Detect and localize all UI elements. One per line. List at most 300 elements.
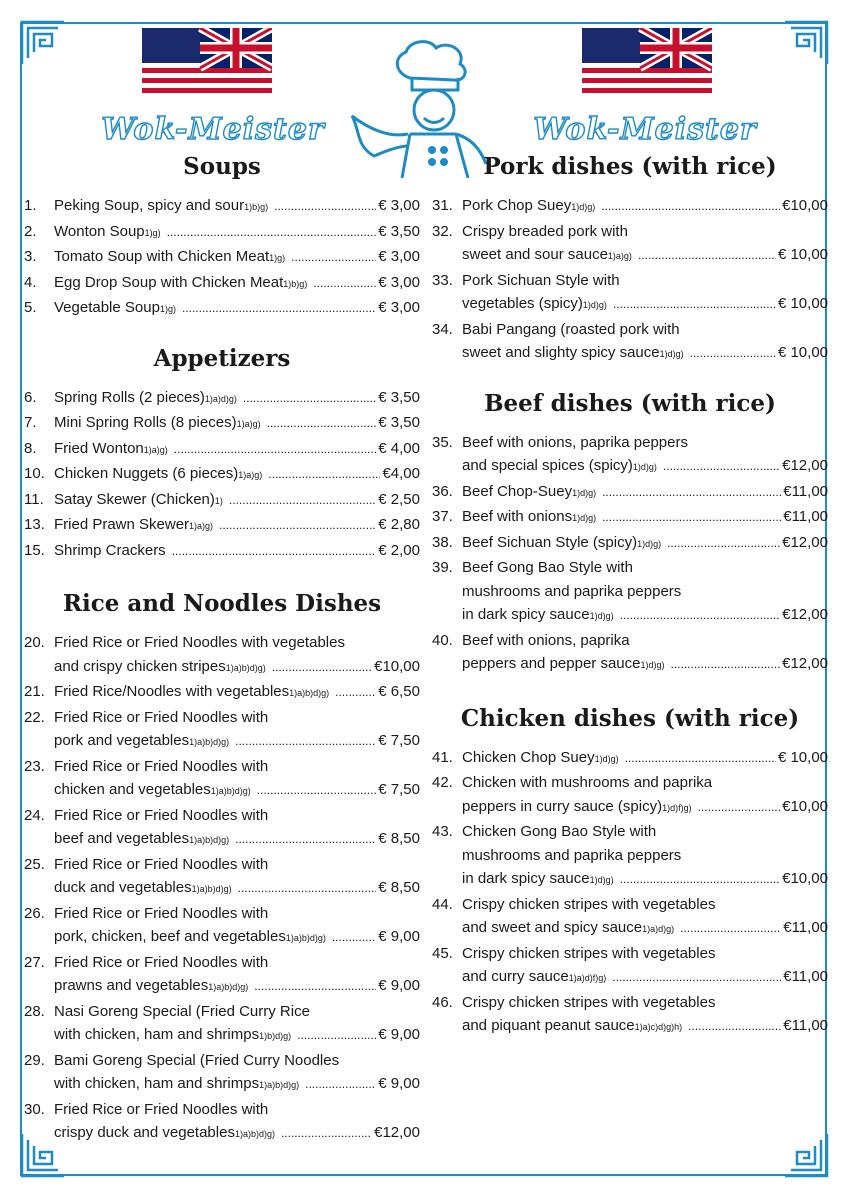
menu-item [24, 488, 420, 514]
title-spacer [432, 736, 828, 746]
item-line [462, 269, 828, 293]
item-price: € 3,00 [378, 248, 420, 265]
item-body [54, 1098, 420, 1147]
item-name: Peking Soup, spicy and sour [54, 197, 245, 214]
item-body [54, 1000, 420, 1049]
item-line [462, 771, 828, 795]
allergen-codes: 1)d)g) [572, 513, 597, 523]
item-name: mushrooms and paprika peppers [462, 846, 682, 864]
item-body [54, 271, 420, 297]
dot-leader [229, 488, 376, 513]
allergen-codes: 1)b)g) [244, 202, 269, 212]
item-body [462, 480, 828, 506]
item-line [54, 876, 420, 902]
item-number: 37. [432, 508, 453, 525]
item-name: Fried Wonton [54, 439, 144, 457]
item-number: 38. [432, 533, 453, 551]
item-number: 21. [24, 683, 45, 700]
menu-item [432, 431, 828, 480]
item-body [54, 296, 420, 322]
item-line [54, 271, 420, 297]
dot-leader [671, 652, 781, 677]
item-name: Crispy breaded pork with [462, 222, 628, 240]
menu-section [432, 387, 828, 678]
item-name: peppers and pepper sauce [462, 655, 641, 672]
item-number: 40. [432, 631, 453, 649]
dot-leader [274, 194, 376, 219]
menu-section [432, 150, 828, 367]
allergen-codes: 1)d)g) [582, 300, 607, 310]
allergen-codes: 1)a)d)g) [204, 393, 237, 404]
item-line [54, 655, 420, 681]
menu-column-left [24, 150, 420, 1147]
menu-item [24, 539, 420, 564]
menu-list [24, 631, 420, 1147]
item-line [462, 820, 828, 844]
item-price: € 9,00 [378, 1075, 420, 1092]
item-line [462, 480, 828, 506]
item-price: €12,00 [782, 655, 828, 672]
menu-item [432, 505, 828, 531]
item-name: Pork Chop Suey [462, 197, 572, 214]
item-name: Vegetable Soup [54, 299, 160, 316]
section-title: Soups [183, 153, 261, 180]
item-price: € 3,00 [378, 273, 420, 291]
item-name: Beef Sichuan Style (spicy) [462, 533, 638, 551]
section-title: Chicken dishes (with rice) [460, 704, 800, 732]
section-spacer [24, 322, 420, 342]
item-price: € 3,50 [378, 388, 420, 406]
item-line [462, 991, 828, 1015]
allergen-codes: 1)a)b)d)g) [189, 835, 230, 845]
dot-leader [254, 974, 376, 999]
item-line [462, 795, 828, 821]
item-name: and crispy chicken stripes [54, 657, 226, 675]
item-name: Fried Rice/Noodles with vegetables [54, 683, 290, 700]
item-number: 5. [24, 299, 37, 316]
item-price: €10,00 [374, 657, 420, 675]
dot-leader [235, 827, 376, 852]
item-name: with chicken, ham and shrimps [54, 1026, 260, 1043]
item-price: €12,00 [374, 1124, 420, 1141]
item-body [54, 853, 420, 902]
allergen-codes: 1)a)g) [607, 251, 632, 261]
menu-item [24, 296, 420, 322]
item-line [462, 243, 828, 269]
item-body [54, 437, 420, 463]
dot-leader [291, 245, 376, 270]
section-title: Beef dishes (with rice) [484, 389, 776, 417]
item-body [462, 942, 828, 991]
item-line [54, 827, 420, 853]
item-number: 25. [24, 855, 45, 873]
menu-item [24, 706, 420, 755]
item-line [54, 902, 420, 926]
item-line [54, 680, 420, 706]
item-body [54, 804, 420, 853]
dot-leader [172, 539, 377, 564]
item-name: Fried Prawn Skewer [54, 516, 190, 533]
title-spacer [432, 184, 828, 194]
dot-leader [602, 480, 781, 505]
dot-leader [272, 655, 372, 680]
menu-item [432, 531, 828, 557]
dot-leader [313, 271, 376, 296]
item-body [462, 220, 828, 269]
menu-list [432, 431, 828, 678]
item-number: 41. [432, 748, 453, 766]
dot-leader [638, 243, 776, 268]
dot-leader [235, 729, 376, 754]
menu-item [432, 220, 828, 269]
item-price: €10,00 [782, 797, 828, 815]
item-price: €12,00 [782, 606, 828, 623]
dot-leader [612, 965, 781, 990]
item-body [462, 431, 828, 480]
item-price: € 3,00 [378, 197, 420, 214]
menu-section [24, 150, 420, 322]
item-price: €11,00 [783, 919, 828, 936]
item-body [462, 991, 828, 1040]
menu-column-right [432, 150, 828, 1040]
allergen-codes: 1)a)b)d)g) [208, 982, 249, 992]
menu-item [24, 271, 420, 297]
item-line [462, 292, 828, 318]
item-name: Fried Rice or Fried Noodles with [54, 953, 269, 971]
allergen-codes: 1)d)g) [632, 462, 657, 472]
item-number: 13. [24, 516, 45, 533]
item-name: Fried Rice or Fried Noodles with [54, 904, 269, 922]
item-number: 24. [24, 806, 45, 824]
item-body [462, 771, 828, 820]
dot-leader [698, 795, 781, 820]
item-name: chicken and vegetables [54, 781, 211, 798]
item-price: € 7,50 [378, 781, 420, 798]
item-name: Shrimp Crackers [54, 541, 166, 559]
allergen-codes: 1)d)g) [571, 202, 596, 212]
item-price: € 9,00 [378, 928, 420, 945]
item-number: 7. [24, 414, 37, 431]
dot-leader [332, 925, 376, 950]
item-body [462, 269, 828, 318]
allergen-codes: 1)a)b)d)g) [234, 1129, 275, 1139]
item-body [54, 194, 420, 220]
item-line [462, 893, 828, 917]
item-line [54, 804, 420, 828]
item-line [462, 318, 828, 342]
item-name: Fried Rice or Fried Noodles with [54, 855, 269, 873]
dot-leader [625, 746, 776, 771]
item-name: Tomato Soup with Chicken Meat [54, 248, 270, 265]
item-number: 15. [24, 541, 45, 559]
item-name: Mini Spring Rolls (8 pieces) [54, 414, 237, 431]
item-price: € 10,00 [777, 748, 828, 766]
item-price: €11,00 [783, 1017, 828, 1034]
item-name: prawns and vegetables [54, 977, 209, 994]
menu-item [24, 755, 420, 804]
item-number: 1. [24, 197, 37, 214]
allergen-codes: 1)a)g) [189, 521, 214, 531]
item-line [462, 603, 828, 629]
item-price: €10,00 [782, 197, 828, 214]
item-line [462, 942, 828, 966]
dot-leader [680, 916, 781, 941]
item-name: Crispy chicken stripes with vegetables [462, 993, 716, 1011]
item-name: and curry sauce [462, 968, 569, 985]
item-line [54, 755, 420, 779]
item-number: 31. [432, 197, 453, 214]
allergen-codes: 1)a)b)d)g) [210, 786, 251, 796]
menu-item [24, 951, 420, 1000]
item-number: 4. [24, 273, 37, 291]
item-line [54, 1098, 420, 1122]
item-price: € 3,50 [378, 222, 420, 240]
item-body [54, 245, 420, 271]
item-number: 33. [432, 271, 453, 289]
menu-item [24, 437, 420, 463]
item-line [54, 296, 420, 322]
item-line [462, 746, 828, 772]
item-body [54, 220, 420, 246]
item-body [54, 462, 420, 488]
item-number: 10. [24, 465, 45, 482]
item-name: and piquant peanut sauce [462, 1017, 635, 1034]
dot-leader [663, 454, 780, 479]
title-spacer [432, 421, 828, 431]
item-name: duck and vegetables [54, 879, 192, 896]
item-body [462, 629, 828, 678]
dot-leader [174, 437, 377, 462]
dot-leader [601, 194, 780, 219]
item-body [462, 505, 828, 531]
allergen-codes: 1)d)g) [640, 660, 665, 670]
item-line [54, 1049, 420, 1073]
item-line [54, 951, 420, 975]
item-name: Wonton Soup [54, 222, 145, 240]
item-price: €4,00 [382, 465, 420, 482]
allergen-codes: 1)d)g) [637, 538, 662, 549]
menu-item [432, 942, 828, 991]
dot-leader [620, 603, 781, 628]
item-name: pork, chicken, beef and vegetables [54, 928, 286, 945]
item-name: Chicken Chop Suey [462, 748, 595, 766]
allergen-codes: 1)a)b)d)g) [191, 884, 232, 894]
menu-item [24, 1098, 420, 1147]
item-body [462, 318, 828, 367]
item-line [54, 437, 420, 463]
item-name: Fried Rice or Fried Noodles with [54, 806, 269, 824]
item-name: Beef Gong Bao Style with [462, 559, 633, 576]
item-price: € 9,00 [378, 1026, 420, 1043]
menu-item [432, 771, 828, 820]
section-title: Pork dishes (with rice) [483, 153, 777, 180]
item-name: and sweet and spicy sauce [462, 919, 643, 936]
dot-leader [335, 680, 376, 705]
allergen-codes: 1)b)g) [283, 278, 308, 289]
item-line [462, 916, 828, 942]
dot-leader [219, 513, 376, 538]
item-line [54, 1072, 420, 1098]
item-number: 11. [24, 490, 44, 508]
menu-item [432, 820, 828, 893]
item-line [54, 1023, 420, 1049]
item-name: Fried Rice or Fried Noodles with [54, 708, 269, 726]
item-name: in dark spicy sauce [462, 870, 590, 887]
menu-item [24, 194, 420, 220]
menu-item [24, 462, 420, 488]
item-price: €11,00 [783, 968, 828, 985]
item-number: 32. [432, 222, 453, 240]
header [0, 20, 849, 160]
item-name: Beef Chop-Suey [462, 482, 573, 500]
allergen-codes: 1)a)c)d)g)h) [634, 1022, 683, 1032]
item-name: Pork Sichuan Style with [462, 271, 620, 289]
brand-logo-right: Wok-Meister [533, 112, 757, 147]
item-number: 3. [24, 248, 37, 265]
item-name: sweet and sour sauce [462, 246, 608, 263]
item-name: Crispy chicken stripes with vegetables [462, 895, 716, 913]
item-body [462, 746, 828, 772]
allergen-codes: 1)g) [144, 227, 161, 238]
item-body [54, 680, 420, 706]
item-name: Egg Drop Soup with Chicken Meat [54, 273, 284, 291]
item-name: Fried Rice or Fried Noodles with [54, 757, 269, 775]
allergen-codes: 1)d)g) [572, 487, 597, 498]
item-line [462, 454, 828, 480]
allergen-codes: 1)d)g) [594, 753, 619, 764]
item-name: Crispy chicken stripes with vegetables [462, 944, 716, 962]
item-body [54, 951, 420, 1000]
item-line [462, 629, 828, 653]
item-number: 36. [432, 482, 453, 500]
brand-logo-left: Wok-Meister [101, 112, 325, 147]
menu-section [24, 587, 420, 1147]
dot-leader [613, 292, 776, 317]
item-line [462, 505, 828, 531]
item-body [54, 539, 420, 564]
dot-leader [602, 505, 781, 530]
item-price: €11,00 [783, 508, 828, 525]
item-line [54, 729, 420, 755]
item-line [54, 706, 420, 730]
item-number: 43. [432, 823, 453, 840]
item-number: 46. [432, 993, 453, 1011]
item-name: Beef with onions, paprika peppers [462, 433, 688, 451]
section-title: Appetizers [153, 344, 291, 372]
item-price: €12,00 [782, 457, 828, 474]
item-number: 27. [24, 953, 45, 971]
item-name: Satay Skewer (Chicken) [54, 490, 215, 508]
section-spacer [24, 563, 420, 587]
item-price: € 8,50 [378, 830, 420, 847]
item-line [462, 341, 828, 367]
item-line [462, 220, 828, 244]
item-line [54, 1121, 420, 1147]
item-line [54, 220, 420, 246]
item-line [462, 965, 828, 991]
item-line [462, 652, 828, 678]
allergen-codes: 1)a)d)f)g) [568, 973, 607, 983]
item-price: € 3,00 [378, 299, 420, 316]
dot-leader [243, 386, 376, 411]
item-price: € 2,50 [378, 490, 420, 508]
uk-us-flag-icon [142, 28, 272, 96]
item-body [54, 631, 420, 680]
item-name: mushrooms and paprika peppers [462, 582, 682, 600]
menu-item [24, 513, 420, 539]
item-line [54, 513, 420, 539]
section-spacer [432, 678, 828, 702]
item-number: 8. [24, 439, 37, 457]
item-line [54, 411, 420, 437]
menu-item [432, 893, 828, 942]
item-line [462, 556, 828, 580]
menu-item [432, 556, 828, 629]
menu-item [24, 1049, 420, 1098]
item-number: 42. [432, 774, 453, 791]
dot-leader [690, 341, 776, 366]
item-price: €12,00 [782, 533, 828, 551]
item-line [54, 853, 420, 877]
dot-leader [305, 1072, 376, 1097]
item-number: 45. [432, 944, 453, 962]
item-name: vegetables (spicy) [462, 295, 583, 312]
menu-item [24, 386, 420, 412]
item-line [462, 1014, 828, 1040]
item-price: € 6,50 [378, 683, 420, 700]
menu-item [432, 318, 828, 367]
item-body [462, 820, 828, 893]
menu-item [24, 902, 420, 951]
allergen-codes: 1)a)b)d)g) [259, 1080, 300, 1090]
allergen-codes: 1)d)g) [589, 875, 614, 885]
item-line [462, 844, 828, 868]
item-number: 34. [432, 320, 453, 338]
item-line [54, 194, 420, 220]
allergen-codes: 1)a)b)d)g) [285, 933, 326, 943]
item-name: beef and vegetables [54, 830, 190, 847]
item-body [462, 194, 828, 220]
menu-item [24, 220, 420, 246]
item-name: crispy duck and vegetables [54, 1124, 235, 1141]
item-line [462, 867, 828, 893]
item-line [54, 386, 420, 412]
menu-item [24, 631, 420, 680]
item-name: Nasi Goreng Special (Fried Curry Rice [54, 1002, 310, 1020]
item-line [54, 631, 420, 655]
item-number: 2. [24, 222, 37, 240]
section-title: Rice and Noodles Dishes [62, 590, 382, 617]
item-number: 29. [24, 1051, 45, 1069]
item-line [54, 778, 420, 804]
item-body [54, 706, 420, 755]
item-body [54, 755, 420, 804]
item-name: peppers in curry sauce (spicy) [462, 797, 663, 815]
menu-list [432, 194, 828, 367]
item-line [54, 245, 420, 271]
menu-section [432, 702, 828, 1040]
item-name: pork and vegetables [54, 732, 190, 749]
item-number: 44. [432, 895, 453, 913]
allergen-codes: 1)a)d)g) [642, 924, 675, 934]
item-price: € 2,00 [378, 541, 420, 559]
item-body [54, 902, 420, 951]
menu-list [24, 194, 420, 322]
item-number: 30. [24, 1100, 45, 1118]
menu-item [432, 269, 828, 318]
menu-item [432, 194, 828, 220]
item-body [462, 556, 828, 629]
